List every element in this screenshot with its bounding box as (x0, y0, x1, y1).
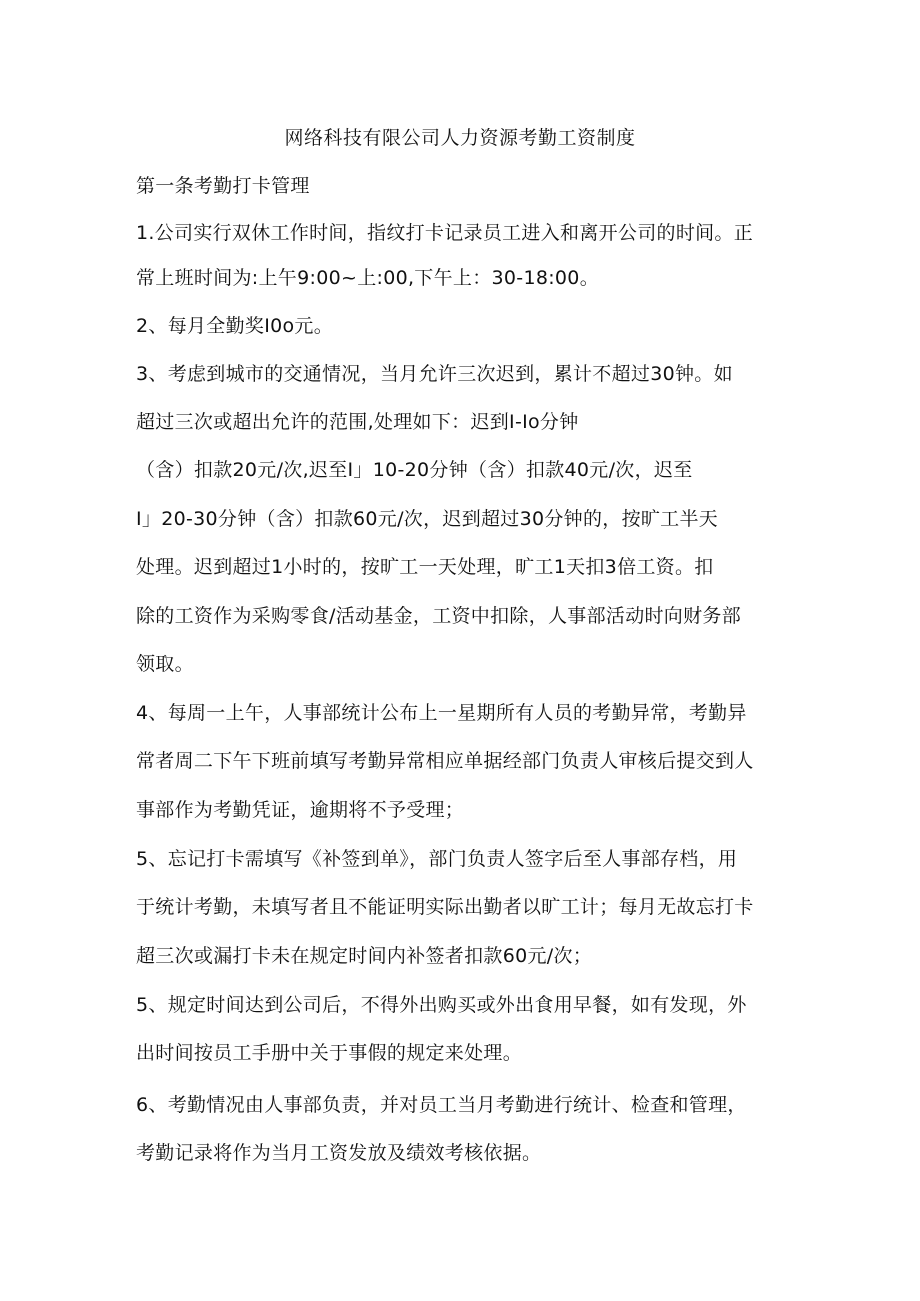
paragraph-line: I」20-30分钟（含）扣款60元/次，迟到超过30分钟的，按旷工半天 (136, 508, 719, 530)
paragraph-line: 超三次或漏打卡未在规定时间内补签者扣款60元/次； (136, 945, 593, 967)
paragraph-line: 常上班时间为:上午9:00~上:00,下午上：30-18:00。 (136, 267, 599, 289)
document-title: 网络科技有限公司人力资源考勤工资制度 (284, 127, 636, 149)
paragraph-line: 4、每周一上午，人事部统计公布上一星期所有人员的考勤异常，考勤异 (136, 702, 747, 724)
paragraph-line: 3、考虑到城市的交通情况，当月允许三次迟到，累计不超过30钟。如 (136, 363, 733, 385)
paragraph-line: 超过三次或超出允许的范围,处理如下：迟到I-Io分钟 (136, 411, 579, 433)
section-heading: 第一条考勤打卡管理 (136, 175, 310, 197)
paragraph-line: 于统计考勤，未填写者且不能证明实际出勤者以旷工计；每月无故忘打卡 (136, 896, 754, 918)
paragraph-line: 事部作为考勤凭证，逾期将不予受理； (136, 799, 465, 821)
paragraph-line: 5、规定时间达到公司后，不得外出购买或外出食用早餐，如有发现，外 (136, 994, 747, 1016)
paragraph-line: 1.公司实行双休工作时间，指纹打卡记录员工进入和离开公司的时间。正 (136, 222, 754, 244)
paragraph-line: 考勤记录将作为当月工资发放及绩效考核依据。 (136, 1142, 542, 1164)
paragraph-line: 常者周二下午下班前填写考勤异常相应单据经部门负责人审核后提交到人 (136, 750, 754, 772)
paragraph-line: 2、每月全勤奖I0o元。 (136, 315, 334, 337)
paragraph-line: 6、考勤情况由人事部负责，并对员工当月考勤进行统计、检查和管理， (136, 1094, 747, 1116)
paragraph-line: 出时间按员工手册中关于事假的规定来处理。 (136, 1042, 523, 1064)
paragraph-line: （含）扣款20元/次,迟至I」10-20分钟（含）扣款40元/次，迟至 (136, 459, 693, 481)
paragraph-line: 5、忘记打卡需填写《补签到单》，部门负责人签字后至人事部存档，用 (136, 848, 738, 870)
paragraph-line: 处理。迟到超过1小时的，按旷工一天处理，旷工1天扣3倍工资。扣 (136, 556, 714, 578)
paragraph-line: 领取。 (136, 653, 194, 675)
paragraph-line: 除的工资作为采购零食/活动基金，工资中扣除，人事部活动时向财务部 (136, 605, 742, 627)
